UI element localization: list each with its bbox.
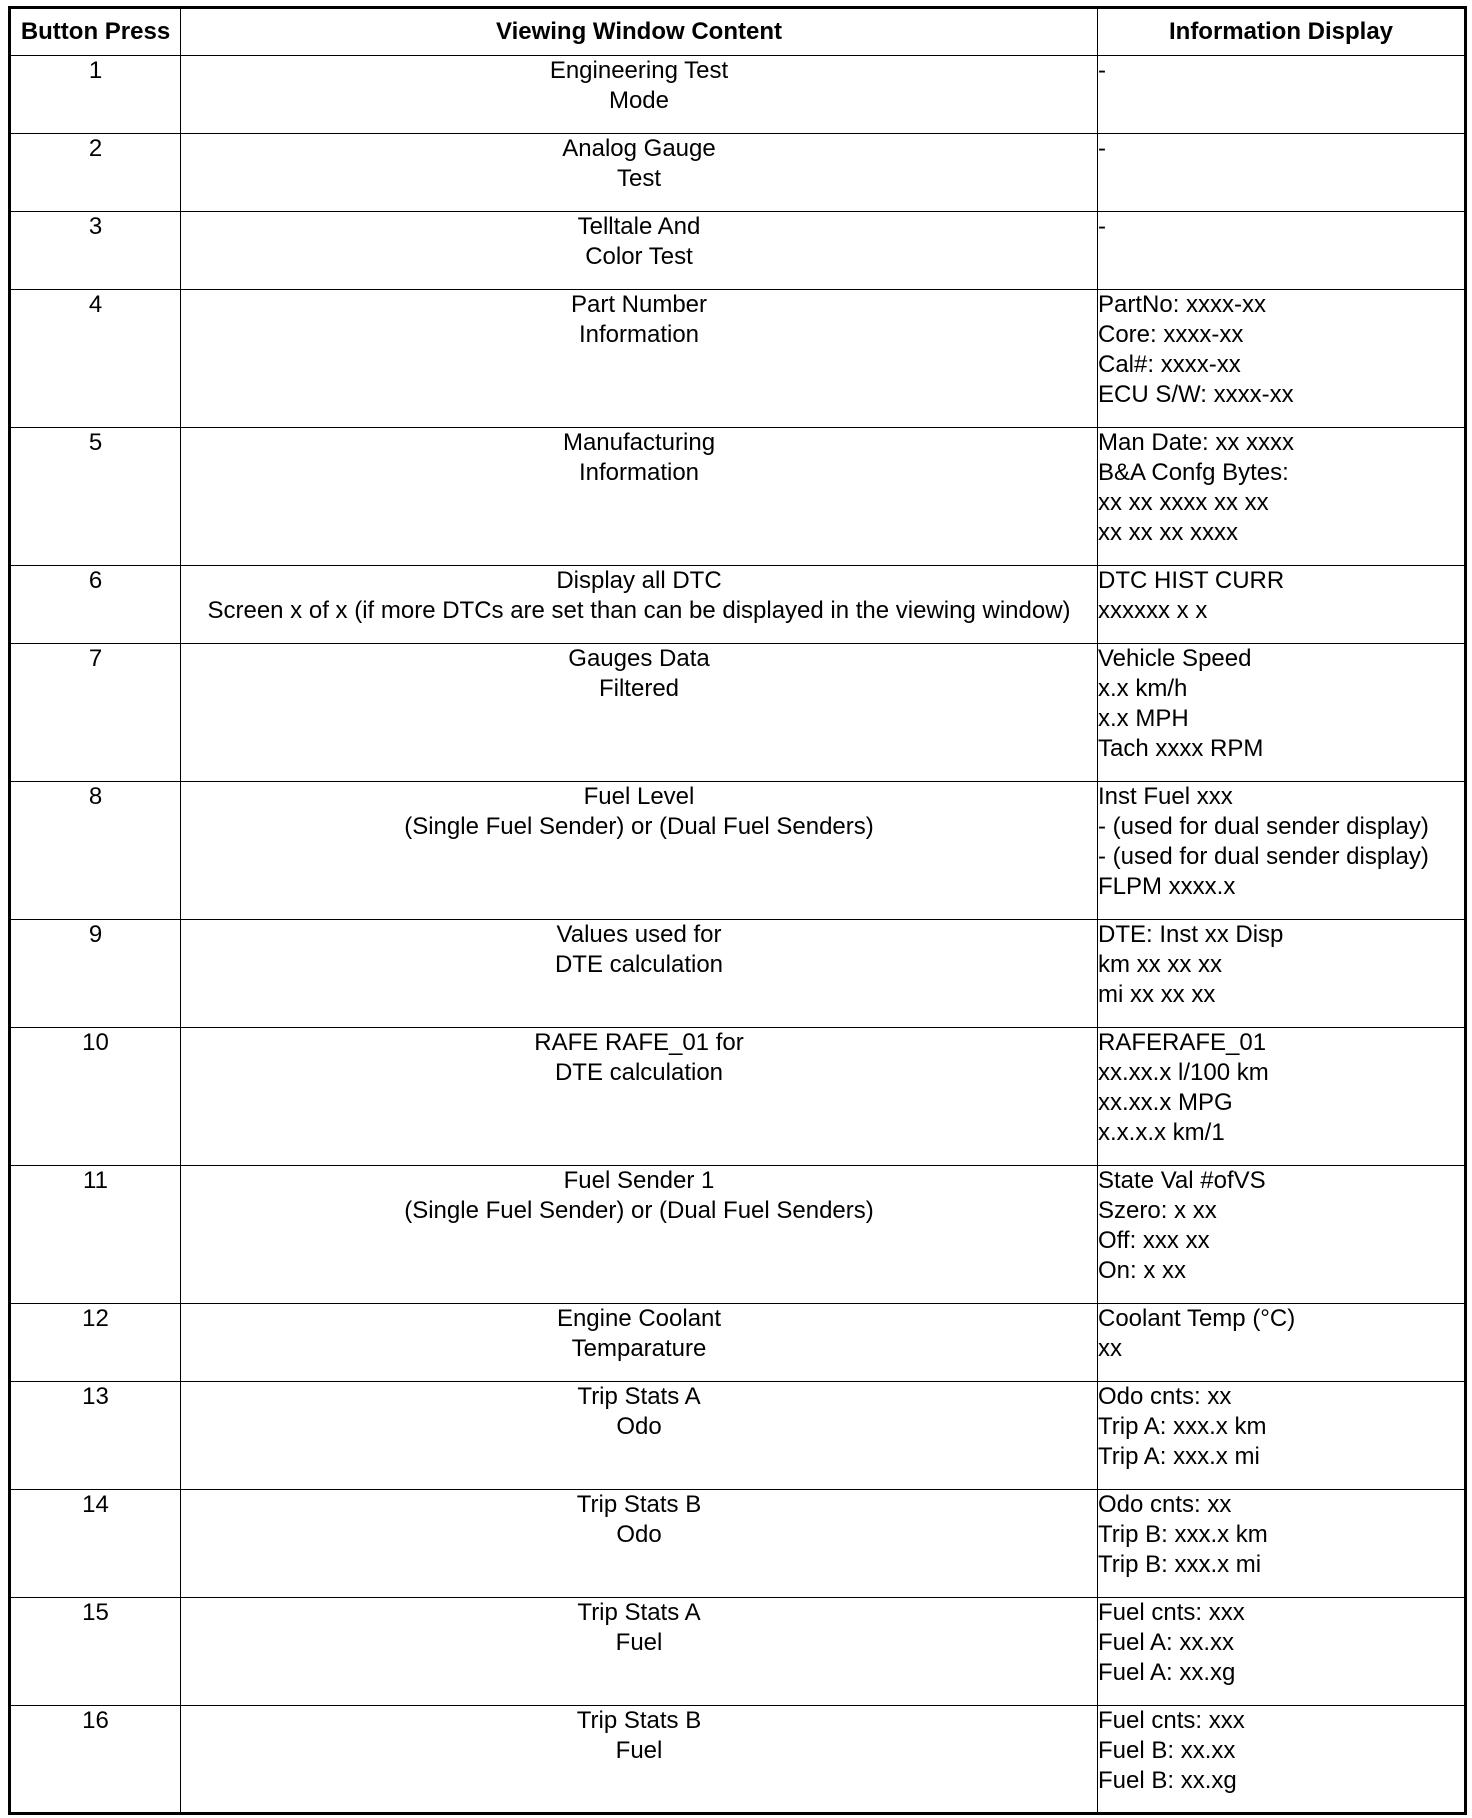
information-display-line: Fuel cnts: xxx (1098, 1707, 1245, 1734)
table-row (10, 56, 1466, 134)
information-display-line: Cal#: xxxx-xx (1098, 351, 1241, 378)
button-press-cell: 9 (10, 920, 181, 1028)
information-display-line: State Val #ofVS (1098, 1167, 1266, 1194)
viewing-window-line: Trip Stats A (577, 1383, 701, 1410)
header-viewing-window-content: Viewing Window Content (181, 8, 1098, 56)
information-display-line: mi xx xx xx (1098, 981, 1216, 1008)
information-display-cell (1098, 1304, 1466, 1382)
information-display-line: Odo cnts: xx (1098, 1491, 1232, 1518)
table-row (10, 212, 1466, 290)
table-row (10, 644, 1466, 782)
button-press-cell: 14 (10, 1490, 181, 1598)
viewing-window-line: Odo (616, 1521, 662, 1548)
viewing-window-line: Information (578, 321, 700, 348)
information-display-line: PartNo: xxxx-xx (1098, 291, 1267, 318)
information-display-cell (1098, 1382, 1466, 1490)
information-display-line: km xx xx xx (1098, 951, 1222, 978)
information-display-line: xx xx xx xxxx (1098, 519, 1239, 546)
information-display-line: Man Date: xx xxxx (1098, 429, 1295, 456)
information-display-cell (1098, 1706, 1466, 1814)
information-display-line: ECU S/W: xxxx-xx (1098, 381, 1294, 408)
viewing-window-content-cell (181, 1706, 1098, 1814)
viewing-window-line: Trip Stats B (576, 1707, 702, 1734)
information-display-line: On: x xx (1098, 1257, 1187, 1284)
table-row (10, 290, 1466, 428)
table-row (10, 428, 1466, 566)
information-display-cell (1098, 1028, 1466, 1166)
information-display-line: DTE: Inst xx Disp (1098, 921, 1284, 948)
table-body (10, 56, 1466, 1814)
information-display-cell (1098, 290, 1466, 428)
header-information-display: Information Display (1098, 8, 1466, 56)
viewing-window-content-cell (181, 134, 1098, 212)
header-button-press: Button Press (10, 8, 181, 56)
viewing-window-content-cell (181, 1304, 1098, 1382)
viewing-window-line: Display all DTC (556, 567, 722, 594)
button-press-cell: 8 (10, 782, 181, 920)
information-display-line: Fuel A: xx.xg (1098, 1659, 1236, 1686)
information-display-line: DTC HIST CURR (1098, 567, 1285, 594)
table-row (10, 1028, 1466, 1166)
information-display-line: - (1098, 135, 1106, 162)
information-display-line: x.x km/h (1098, 675, 1188, 702)
information-display-line: Fuel B: xx.xx (1098, 1737, 1236, 1764)
information-display-cell (1098, 566, 1466, 644)
viewing-window-line: Values used for (556, 921, 722, 948)
table-row (10, 1490, 1466, 1598)
information-display-line: x.x.x.x km/1 (1098, 1119, 1225, 1146)
information-display-line: xx xx xxxx xx xx (1098, 489, 1269, 516)
information-display-line: - (1098, 57, 1106, 84)
information-display-line: Odo cnts: xx (1098, 1383, 1232, 1410)
information-display-line: Trip A: xxx.x km (1098, 1413, 1267, 1440)
viewing-window-content-cell (181, 428, 1098, 566)
information-display-cell (1098, 1166, 1466, 1304)
viewing-window-content-cell (181, 1490, 1098, 1598)
viewing-window-line: Engineering Test (549, 57, 729, 84)
viewing-window-line: Information (578, 459, 700, 486)
information-display-cell (1098, 1490, 1466, 1598)
viewing-window-line: Filtered (598, 675, 680, 702)
information-display-line: FLPM xxxx.x (1098, 873, 1236, 900)
viewing-window-line: Manufacturing (562, 429, 716, 456)
viewing-window-line: Temparature (571, 1335, 707, 1362)
information-display-line: - (1098, 213, 1106, 240)
information-display-line: Trip A: xxx.x mi (1098, 1443, 1260, 1470)
button-press-cell: 7 (10, 644, 181, 782)
information-display-cell (1098, 212, 1466, 290)
information-display-line: Tach xxxx RPM (1098, 735, 1264, 762)
viewing-window-line: Screen x of x (if more DTCs are set than can be displayed in the viewing window) (207, 597, 1071, 624)
information-display-line: - (used for dual sender display) (1098, 813, 1429, 840)
viewing-window-content-cell (181, 1382, 1098, 1490)
viewing-window-content-cell (181, 1598, 1098, 1706)
button-press-cell: 12 (10, 1304, 181, 1382)
viewing-window-line: Mode (608, 87, 670, 114)
viewing-window-line: Analog Gauge (562, 135, 716, 162)
information-display-line: xxxxxx x x (1098, 597, 1208, 624)
table-row (10, 1598, 1466, 1706)
table-row (10, 134, 1466, 212)
viewing-window-line: Engine Coolant (556, 1305, 722, 1332)
button-press-cell: 15 (10, 1598, 181, 1706)
viewing-window-content-cell (181, 566, 1098, 644)
information-display-line: RAFERAFE_01 (1098, 1029, 1267, 1056)
viewing-window-line: Fuel (615, 1737, 663, 1764)
information-display-line: - (used for dual sender display) (1098, 843, 1429, 870)
table-row (10, 1304, 1466, 1382)
viewing-window-line: Part Number (570, 291, 708, 318)
viewing-window-content-cell (181, 782, 1098, 920)
viewing-window-line: Gauges Data (568, 645, 710, 672)
viewing-window-line: Test (616, 165, 661, 192)
button-press-cell: 5 (10, 428, 181, 566)
button-press-cell: 16 (10, 1706, 181, 1814)
viewing-window-content-cell (181, 920, 1098, 1028)
information-display-line: B&A Confg Bytes: (1098, 459, 1289, 486)
information-display-line: Fuel cnts: xxx (1098, 1599, 1245, 1626)
button-press-cell: 4 (10, 290, 181, 428)
button-press-cell: 3 (10, 212, 181, 290)
button-press-cell: 1 (10, 56, 181, 134)
information-display-cell (1098, 1598, 1466, 1706)
information-display-cell (1098, 644, 1466, 782)
information-display-line: xx.xx.x MPG (1098, 1089, 1233, 1116)
viewing-window-line: (Single Fuel Sender) or (Dual Fuel Senders) (404, 813, 874, 840)
document-sheet (8, 6, 1464, 1812)
information-display-line: Trip B: xxx.x mi (1098, 1551, 1262, 1578)
viewing-window-line: RAFE RAFE_01 for (534, 1029, 744, 1056)
button-press-cell: 6 (10, 566, 181, 644)
viewing-window-line: Telltale And (577, 213, 701, 240)
engineering-test-mode-table (8, 6, 1467, 1815)
viewing-window-content-cell (181, 1028, 1098, 1166)
information-display-line: Szero: x xx (1098, 1197, 1217, 1224)
viewing-window-line: Odo (616, 1413, 662, 1440)
information-display-cell (1098, 428, 1466, 566)
information-display-cell (1098, 920, 1466, 1028)
information-display-line: Fuel A: xx.xx (1098, 1629, 1235, 1656)
viewing-window-line: Trip Stats A (577, 1599, 701, 1626)
information-display-line: Vehicle Speed (1098, 645, 1252, 672)
information-display-line: Coolant Temp (°C) (1098, 1305, 1296, 1332)
viewing-window-content-cell (181, 290, 1098, 428)
button-press-cell: 10 (10, 1028, 181, 1166)
viewing-window-content-cell (181, 56, 1098, 134)
viewing-window-line: DTE calculation (554, 1059, 724, 1086)
viewing-window-line: Fuel (615, 1629, 663, 1656)
information-display-cell (1098, 56, 1466, 134)
information-display-line: Trip B: xxx.x km (1098, 1521, 1268, 1548)
viewing-window-content-cell (181, 212, 1098, 290)
viewing-window-line: Fuel Level (583, 783, 695, 810)
table-row (10, 1382, 1466, 1490)
viewing-window-content-cell (181, 644, 1098, 782)
viewing-window-line: DTE calculation (554, 951, 724, 978)
viewing-window-line: (Single Fuel Sender) or (Dual Fuel Senders) (404, 1197, 874, 1224)
information-display-cell (1098, 134, 1466, 212)
information-display-line: Core: xxxx-xx (1098, 321, 1244, 348)
table-row (10, 782, 1466, 920)
viewing-window-line: Fuel Sender 1 (563, 1167, 715, 1194)
information-display-line: Off: xxx xx (1098, 1227, 1210, 1254)
viewing-window-line: Color Test (585, 243, 693, 270)
viewing-window-line: Trip Stats B (576, 1491, 702, 1518)
information-display-line: Fuel B: xx.xg (1098, 1767, 1237, 1794)
information-display-cell (1098, 782, 1466, 920)
information-display-line: xx (1098, 1335, 1122, 1362)
table-row (10, 1706, 1466, 1814)
information-display-line: x.x MPH (1098, 705, 1189, 732)
information-display-line: xx.xx.x l/100 km (1098, 1059, 1269, 1086)
viewing-window-content-cell (181, 1166, 1098, 1304)
button-press-cell: 2 (10, 134, 181, 212)
information-display-line: Inst Fuel xxx (1098, 783, 1233, 810)
table-row (10, 1166, 1466, 1304)
button-press-cell: 11 (10, 1166, 181, 1304)
table-row (10, 566, 1466, 644)
table-header-row (10, 8, 1466, 56)
button-press-cell: 13 (10, 1382, 181, 1490)
table-row (10, 920, 1466, 1028)
